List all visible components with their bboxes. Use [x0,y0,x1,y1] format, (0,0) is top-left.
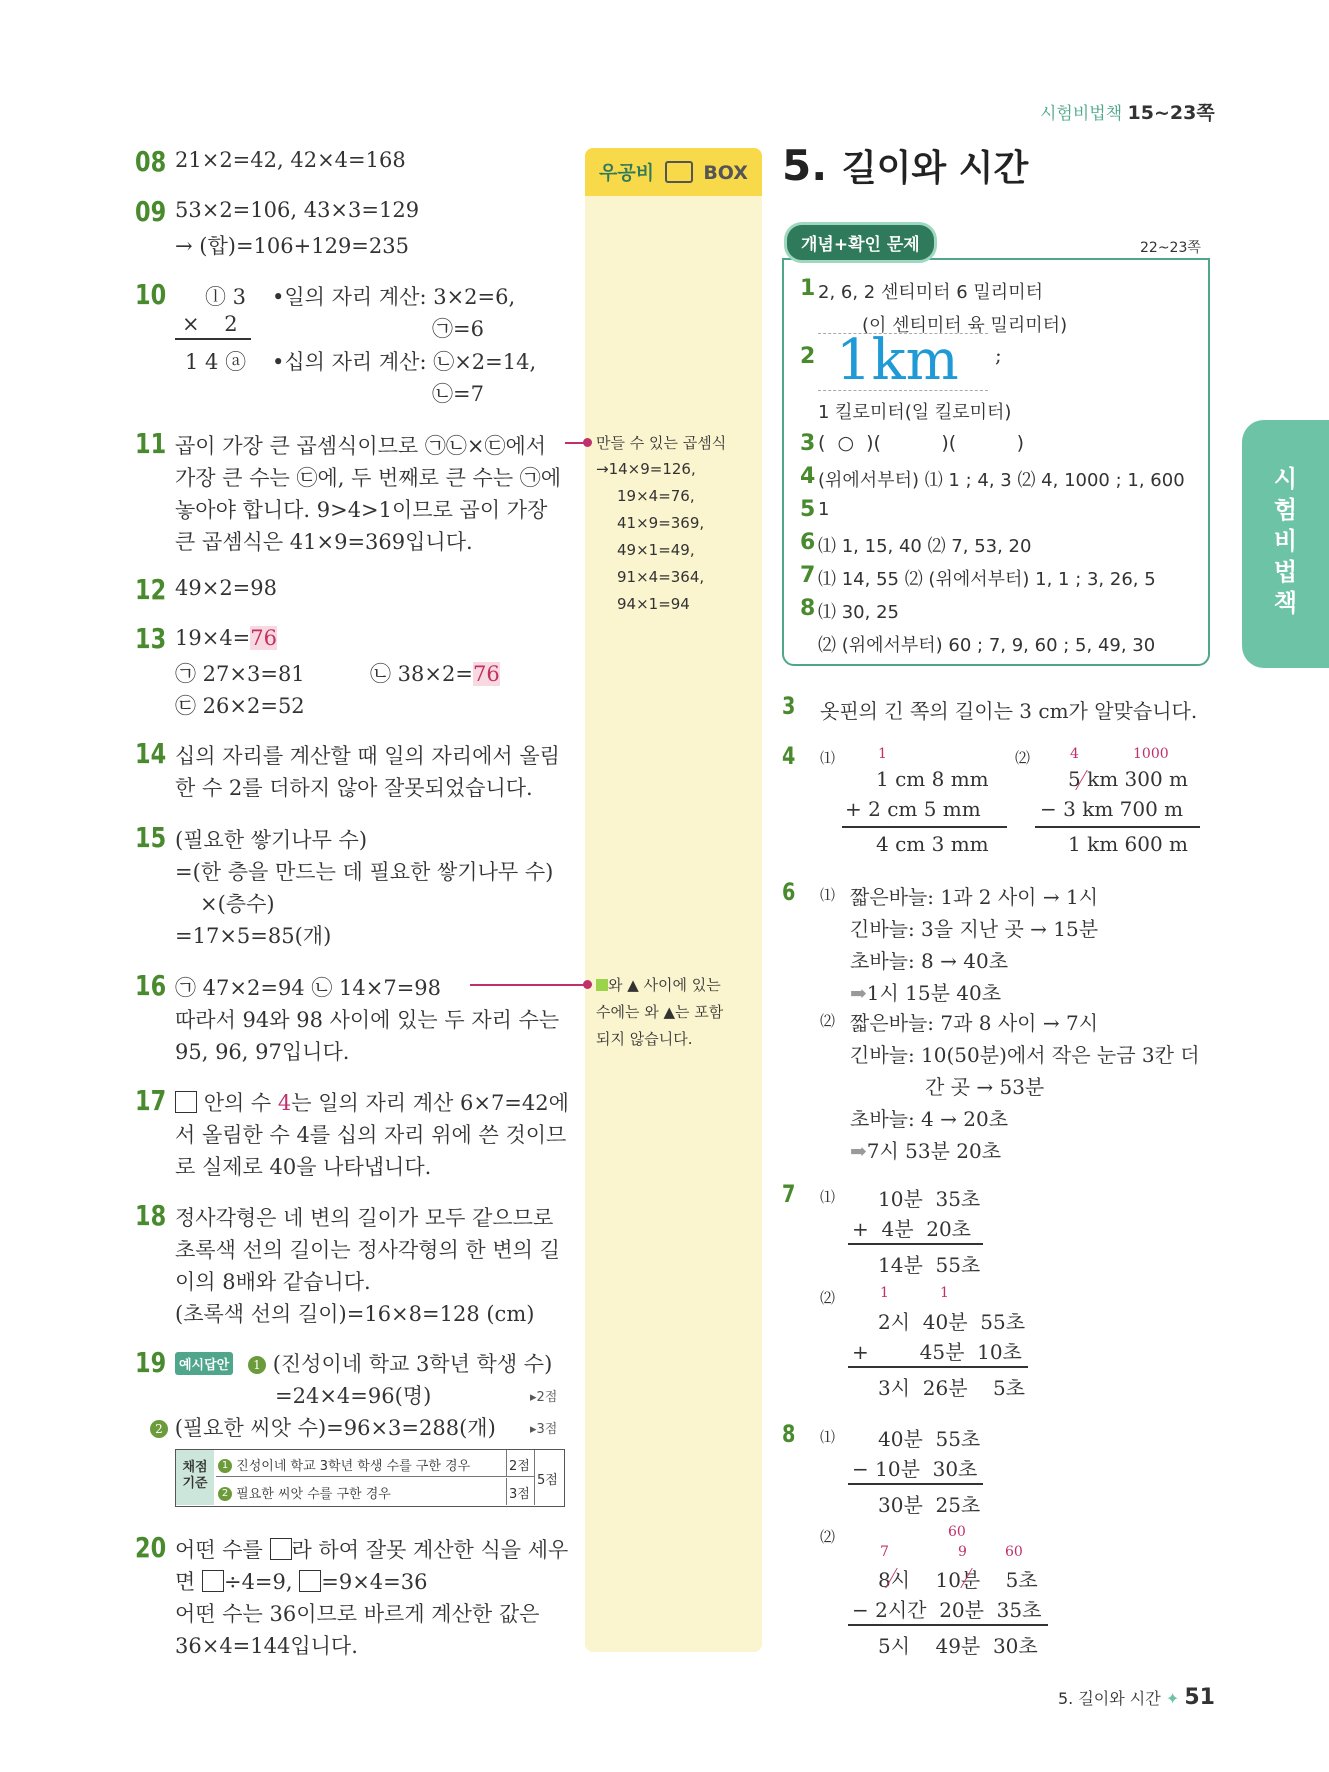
c7-number: 7 [800,563,816,588]
q13-line1 [175,626,277,650]
r8-part1-label: ⑴ [820,1428,836,1446]
row2-marker: 2 [218,1487,232,1501]
c6-line: ⑴ 1, 15, 40 ⑵ 7, 53, 20 [818,536,1032,557]
c1-line2: (이 센티미터 육 밀리미터) [862,315,1068,336]
r7-b1: 2시 40분 55초 [878,1310,1026,1334]
chapter-title [782,140,1028,191]
r8-a2: − 10분 30초 [852,1457,978,1481]
q20-text-c: 면 [175,1570,202,1594]
r7-carry2: 1 [940,1285,949,1301]
q11-line1: 곱이 가장 큰 곱셈식이므로 ㉠㉡×㉢에서 [175,434,547,458]
note16-line1 [596,1001,723,1022]
c1-line1: 2, 6, 2 센티미터 6 밀리미터 [818,282,1043,303]
q14-line1: 십의 자리를 계산할 때 일의 자리에서 올림 [175,744,560,768]
q20-text-d: ÷4=9, [223,1570,300,1594]
q13-highlight: 76 [250,626,278,650]
side-tab-char: 비 [1273,527,1298,555]
step2-marker: 2 [150,1420,168,1438]
r3-number: 3 [782,692,796,720]
c3-line: ( ○ )( )( ) [818,432,1025,454]
c8-number: 8 [800,596,816,621]
q19-step2 [150,1412,496,1442]
blank-box-icon [299,1570,321,1592]
r4-a2: + 2 cm 5 mm [845,797,981,821]
q10-ones-step: •일의 자리 계산: 3×2=6, [272,285,516,309]
green-square-icon [596,979,608,991]
r6-l1: 짧은바늘: 1과 2 사이 → 1시 [850,885,1099,909]
q18-line3: 이의 8배와 같습니다. [175,1270,371,1294]
r6-part1-label: ⑴ [820,886,836,904]
header-book: 시험비법책 [1040,104,1123,124]
r8-borrow-9: 9 [958,1544,967,1560]
c2-kilometer-writing [818,328,988,393]
r3-line: 옷핀의 긴 쪽의 길이는 3 cm가 알맞습니다. [820,699,1198,723]
q19-points1: ▸2점 [530,1390,558,1405]
note11-line4: 49×1=49, [617,541,695,559]
q18-line1: 정사각형은 네 변의 길이가 모두 같으므로 [175,1206,554,1230]
side-tab-char: 시 [1273,465,1298,493]
c4-line: (위에서부터) ⑴ 1 ; 4, 3 ⑵ 4, 1000 ; 1, 600 [818,470,1185,491]
chapter-name: 길이와 시간 [841,148,1029,189]
r4-borrow-a: 4 [1070,746,1079,762]
q16-line3: 95, 96, 97입니다. [175,1040,350,1064]
c1-number: 1 [800,276,816,301]
arrow-icon: ➡ [850,1139,867,1163]
connector-line-16 [470,984,587,986]
q11-line2: 가장 큰 수는 ㉢에, 두 번째로 큰 수는 ㉠에 [175,466,562,490]
q19-step1-text: (진성이네 학교 3학년 학생 수) [272,1352,553,1376]
q14-line2: 한 수 2를 더하지 않아 잘못되었습니다. [175,776,533,800]
r6-l3: 초바늘: 8 → 40초 [850,949,1009,973]
r4-b2: − 3 km 700 m [1040,797,1184,821]
note16-line2: 되지 않습니다. [596,1030,693,1048]
step1-marker: 1 [248,1356,266,1374]
r4-borrow-b: 1000 [1133,746,1169,762]
c6-number: 6 [800,530,816,555]
mailbox-icon [665,161,693,183]
concept-pages: 22~23쪽 [1140,240,1201,256]
note11-line3: 41×9=369, [617,514,705,532]
q13-line2a: ㉠ 27×3=81 [175,662,305,686]
q10-tens-result: ㉡=7 [432,382,484,406]
side-tab-char: 법 [1273,558,1298,586]
c2-big-text: 1km [836,328,959,393]
r7-number: 7 [782,1180,796,1208]
r7-part2-label: ⑵ [820,1289,836,1307]
r4-part1-label: ⑴ [820,749,836,767]
r8-a1: 40분 55초 [878,1427,981,1451]
q17-number: 17 [135,1084,167,1117]
q20-line3: 어떤 수는 36이므로 바르게 계산한 값은 [175,1602,540,1626]
c5-number: 5 [800,497,816,522]
r6-l4-row [850,977,1001,1006]
r8-part2-label: ⑵ [820,1528,836,1546]
r6-m1: 짧은바늘: 7과 8 사이 → 7시 [850,1011,1099,1035]
q19-points2: ▸3점 [530,1422,558,1437]
r7-a3: 14분 55초 [878,1253,981,1277]
c2-semicolon: ; [995,343,1002,367]
r8-borrow-60a: 60 [948,1524,966,1540]
q18-line4: (초록색 선의 길이)=16×8=128 (cm) [175,1302,535,1326]
box-label-box: BOX [703,162,748,184]
q13-number: 13 [135,622,167,655]
row1-text: 진성이네 학교 3학년 학생 수를 구한 경우 [236,1459,471,1474]
q11-line3: 놓아야 합니다. 9>4>1이므로 곱이 가장 [175,498,548,522]
q08-number: 08 [135,145,167,178]
side-tab-char: 책 [1273,589,1298,617]
scoring-label: 채점 기준 [176,1450,214,1505]
blank-box-icon [270,1538,292,1560]
r8-rule1 [848,1483,983,1485]
q09-line2: → (합)=106+129=235 [175,234,409,258]
note-column [585,150,762,1652]
scoring-row2-points: 3점 [506,1478,534,1505]
q14-number: 14 [135,737,167,770]
page-number: 51 [1184,1685,1215,1710]
r8-a3: 30분 25초 [878,1493,981,1517]
q15-line4: =17×5=85(개) [175,924,332,948]
c7-line: ⑴ 14, 55 ⑵ (위에서부터) 1, 1 ; 3, 26, 5 [818,569,1156,590]
r6-l4: 1시 15분 40초 [866,981,1002,1005]
box-header [585,148,762,196]
r7-rule1 [848,1243,983,1245]
scoring-row1-points: 2점 [506,1450,534,1477]
r4-b1: 5 km 300 m [1068,767,1189,791]
r7-a2: + 4분 20초 [852,1217,972,1241]
q17-line3: 로 실제로 40을 나타냅니다. [175,1155,432,1179]
r8-b1: 8시 10분 5초 [878,1568,1038,1592]
note16-text1: 수에는 와 ▲는 포함 [596,1003,724,1021]
q09-line1: 53×2=106, 43×3=129 [175,198,420,222]
q09-number: 09 [135,195,167,228]
q16-line2: 따라서 94와 98 사이에 있는 두 자리 수는 [175,1008,560,1032]
r8-rule2 [848,1624,1048,1626]
example-answer-tag: 예시답안 [175,1352,233,1375]
arrow-icon: ➡ [850,981,867,1005]
q17-line2: 서 올림한 수 4를 십의 자리 위에 쓴 것이므 [175,1123,567,1147]
scoring-row1 [216,1450,506,1477]
q10-ones-result: ㉠=6 [432,317,484,341]
note16-line0 [596,974,721,995]
r4-rule1 [842,826,1007,828]
connector-dot-16 [583,980,592,989]
q15-line1: (필요한 쌓기나무 수) [175,828,368,852]
r6-m5-row [850,1135,1001,1164]
note11-line6: 94×1=94 [617,595,690,613]
q17-highlight: 4 [277,1091,292,1115]
note16-text0: 와 ▲ 사이에 있는 [608,976,721,994]
q20-text-b: 라 하여 잘못 계산한 식을 세우 [291,1538,569,1562]
q19-step2-text: (필요한 씨앗 수)=96×3=288(개) [174,1416,496,1440]
q17-text-c: 는 일의 자리 계산 6×7=42에 [291,1091,569,1115]
q10-tens-step: •십의 자리 계산: ㉡×2=14, [272,350,537,374]
blank-box-icon [202,1570,224,1592]
c4-number: 4 [800,464,816,489]
chapter-number: 5. [782,141,828,190]
note11-line2: 19×4=76, [617,487,695,505]
r6-m3: 간 곳 → 53분 [925,1075,1045,1099]
r7-carry1: 1 [880,1285,889,1301]
r6-m5: 7시 53분 20초 [866,1139,1002,1163]
q19-step1b: =24×4=96(명) [275,1384,432,1408]
scoring-row2 [216,1478,506,1505]
r4-a3: 4 cm 3 mm [876,832,989,856]
c5-line: 1 [818,499,830,520]
q13-line2b [370,658,500,688]
q13-line3: ㉢ 26×2=52 [175,694,305,718]
q17-line1 [175,1087,569,1117]
q20-line4: 36×4=144입니다. [175,1634,358,1658]
q15-line2: =(한 층을 만드는 데 필요한 쌓기나무 수) [175,860,554,884]
c2-number: 2 [800,344,816,369]
diamond-icon: ✦ [1165,1689,1180,1708]
c3-number: 3 [800,431,816,456]
r7-rule2 [848,1366,1028,1368]
r8-b3: 5시 49분 30초 [878,1634,1038,1658]
q20-line1 [175,1534,568,1564]
r8-b2: − 2시간 20분 35초 [852,1598,1042,1622]
r6-m4: 초바늘: 4 → 20초 [850,1107,1009,1131]
q10-number: 10 [135,278,167,311]
r4-carry1: 1 [878,746,887,762]
r4-a1: 1 cm 8 mm [876,767,989,791]
r6-part2-label: ⑵ [820,1012,836,1030]
r4-b3: 1 km 600 m [1068,832,1189,856]
side-tab-char: 험 [1273,496,1298,524]
r6-number: 6 [782,878,796,906]
q19-number: 19 [135,1346,167,1379]
q20-text-a: 어떤 수를 [175,1538,270,1562]
q15-number: 15 [135,821,167,854]
q16-number: 16 [135,969,167,1002]
q11-line4: 큰 곱셈식은 41×9=369입니다. [175,530,473,554]
box-label-ugongbi: 우공비 [599,162,655,184]
q20-line2 [175,1566,427,1596]
c8-line1: ⑴ 30, 25 [818,602,899,623]
blank-box-icon [175,1091,197,1113]
note11-line1: →14×9=126, [596,460,696,478]
q13-expr2: ㉡ 38×2= [370,662,473,686]
q10-calc-mult: × 2 [182,312,238,336]
scoring-total: 5점 [534,1450,564,1505]
r7-a1: 10분 35초 [878,1187,981,1211]
row2-text: 필요한 씨앗 수를 구한 경우 [236,1487,391,1502]
q10-calc-result: 1 4 ⓐ [185,350,247,374]
q15-line3: ×(층수) [200,892,275,916]
r8-borrow-7: 7 [880,1544,889,1560]
q12-number: 12 [135,573,167,606]
c8-line2: ⑵ (위에서부터) 60 ; 7, 9, 60 ; 5, 49, 30 [818,635,1156,656]
header-reference [1040,98,1215,125]
r8-borrow-60b: 60 [1005,1544,1023,1560]
r4-number: 4 [782,742,796,770]
r4-part2-label: ⑵ [1015,749,1031,767]
c2-line: 1 킬로미터(일 킬로미터) [818,402,1012,423]
note11-line5: 91×4=364, [617,568,705,586]
q19-step1 [248,1348,552,1378]
row1-marker: 1 [218,1459,232,1473]
q18-line2: 초록색 선의 길이는 정사각형의 한 변의 길 [175,1238,560,1262]
footer [1058,1685,1215,1710]
q18-number: 18 [135,1199,167,1232]
q16-line1: ㉠ 47×2=94 ㉡ 14×7=98 [175,976,442,1000]
concept-tag: 개념+확인 문제 [784,222,937,263]
r7-b2: + 45분 10초 [852,1340,1022,1364]
scoring-table [175,1449,565,1507]
q20-number: 20 [135,1531,167,1564]
r6-m2: 긴바늘: 10(50분)에서 작은 눈금 3칸 더 [850,1043,1200,1067]
r6-l2: 긴바늘: 3을 지난 곳 → 15분 [850,917,1099,941]
header-pages: 15~23쪽 [1127,102,1215,124]
q20-text-e: =9×4=36 [321,1570,428,1594]
r8-number: 8 [782,1420,796,1448]
q12-text: 49×2=98 [175,576,277,600]
q10-calc-rule [175,338,251,340]
footer-chapter: 5. 길이와 시간 [1058,1689,1161,1708]
r7-b3: 3시 26분 5초 [878,1376,1026,1400]
q17-text-a: 안의 수 [203,1091,278,1115]
q11-number: 11 [135,427,167,460]
q08-text: 21×2=42, 42×4=168 [175,148,406,172]
note11-line0: 만들 수 있는 곱셈식 [596,434,727,452]
q10-calc-top: ⓛ 3 [205,285,247,309]
connector-dot-11 [583,438,592,447]
r7-part1-label: ⑴ [820,1188,836,1206]
q13-highlight2: 76 [472,662,500,686]
side-tab [1242,420,1329,668]
q13-expr: 19×4= [175,626,251,650]
r4-rule2 [1035,826,1200,828]
